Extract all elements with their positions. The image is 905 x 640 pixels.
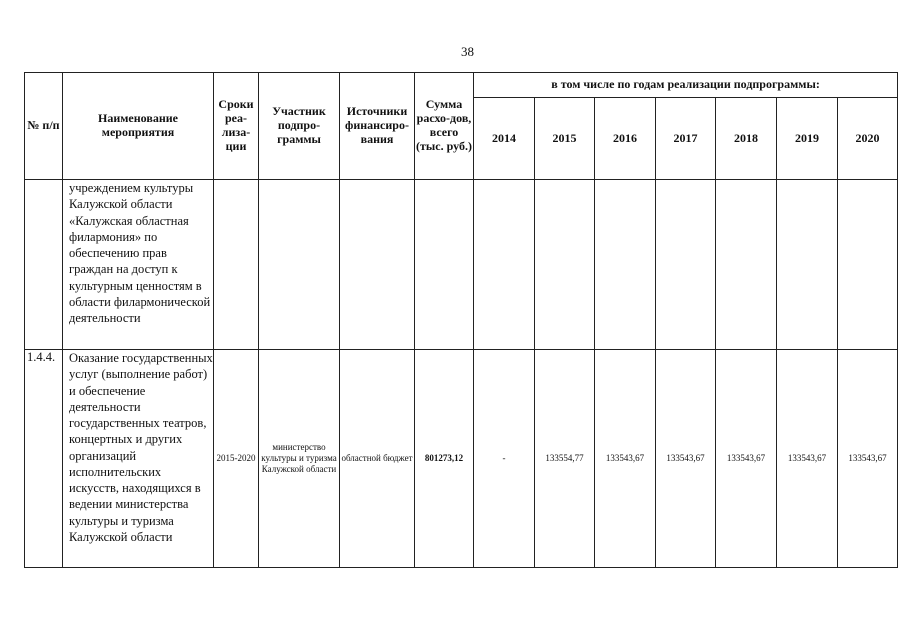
participant-cell: министерство культуры и туризма Калужской области <box>259 350 340 568</box>
header-year: 2014 <box>474 98 535 180</box>
year-value <box>716 180 777 350</box>
activity-name: учреждением культуры Калужской области «Калужская областная филармония» по обеспечению прав граждан на доступ к культурным ценностям в области филармонической деятельности <box>63 180 214 350</box>
year-value: 133543,67 <box>595 350 656 568</box>
year-value <box>656 180 716 350</box>
year-value <box>535 180 595 350</box>
year-value: 133543,67 <box>777 350 838 568</box>
header-row-1 <box>25 73 898 98</box>
header-terms: Сроки реа-лиза-ции <box>214 73 259 180</box>
sum-cell: 801273,12 <box>415 350 474 568</box>
year-value: 133543,67 <box>716 350 777 568</box>
header-years-group: в том числе по годам реализации подпрограммы: <box>474 73 898 98</box>
header-year: 2016 <box>595 98 656 180</box>
year-value <box>777 180 838 350</box>
year-value <box>838 180 898 350</box>
terms-cell: 2015-2020 <box>214 350 259 568</box>
financing-table <box>24 72 898 568</box>
source-cell: областной бюджет <box>340 350 415 568</box>
year-value: 133543,67 <box>656 350 716 568</box>
header-sources: Источники финансиро-вания <box>340 73 415 180</box>
header-name: Наименование мероприятия <box>63 73 214 180</box>
table-row <box>25 180 898 350</box>
header-year: 2017 <box>656 98 716 180</box>
year-value: - <box>474 350 535 568</box>
page-number: 38 <box>461 44 474 59</box>
year-value: 133543,67 <box>838 350 898 568</box>
year-value: 133554,77 <box>535 350 595 568</box>
header-participant: Участник подпро-граммы <box>259 73 340 180</box>
table-row <box>25 350 898 568</box>
year-value <box>474 180 535 350</box>
header-year: 2020 <box>838 98 898 180</box>
activity-name: Оказание государственных услуг (выполнение работ) и обеспечение деятельности государственных театров, концертных и других организаций исполнительских искусств, находящихся в ведении министерства культуры и туризма Калужской области <box>63 350 214 568</box>
sum-cell <box>415 180 474 350</box>
header-year: 2015 <box>535 98 595 180</box>
header-year: 2018 <box>716 98 777 180</box>
header-no: № п/п <box>25 73 63 180</box>
terms-cell <box>214 180 259 350</box>
row-number <box>25 180 63 350</box>
header-year: 2019 <box>777 98 838 180</box>
row-number: 1.4.4. <box>25 350 63 568</box>
year-value <box>595 180 656 350</box>
participant-cell <box>259 180 340 350</box>
header-sum: Сумма расхо-дов, всего (тыс. руб.) <box>415 73 474 180</box>
source-cell <box>340 180 415 350</box>
